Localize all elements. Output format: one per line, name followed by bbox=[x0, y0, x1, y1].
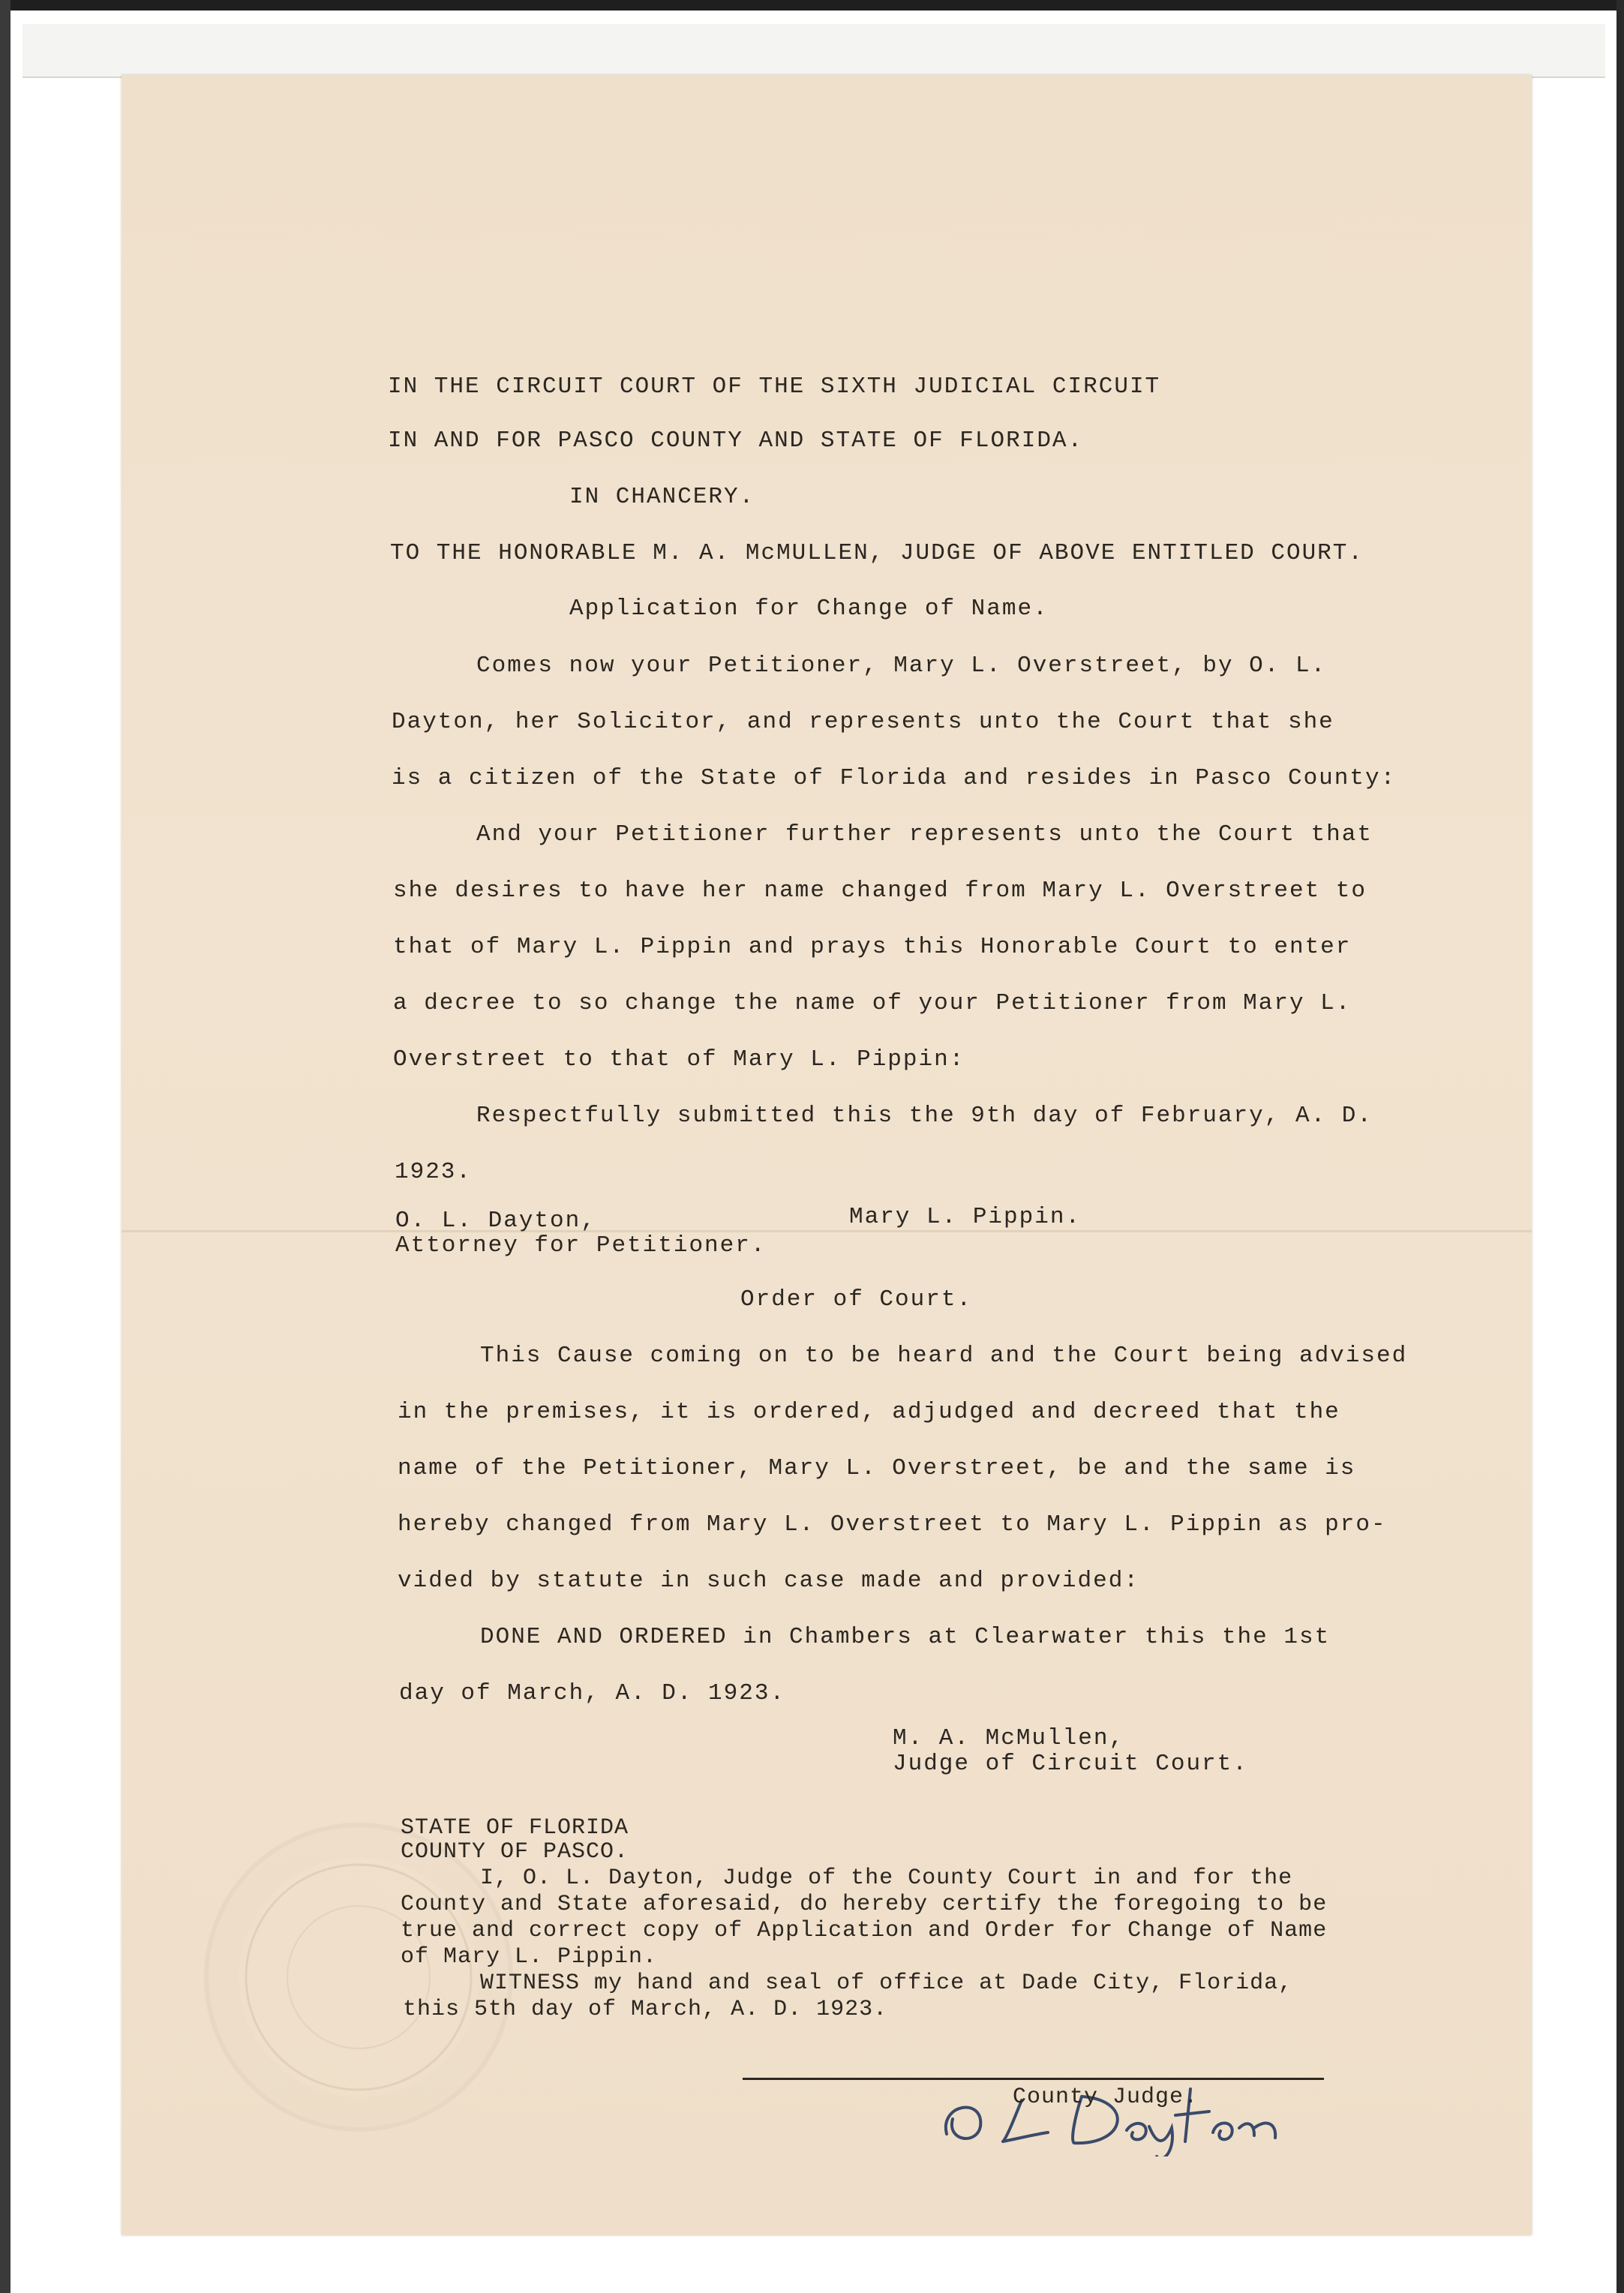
certificate-date: this 5th day of March, A. D. 1923. bbox=[403, 1997, 888, 2022]
scanner-frame-left bbox=[0, 0, 11, 2293]
scanner-strip bbox=[23, 24, 1605, 78]
application-text: she desires to have her name changed from Mary L. Overstreet to bbox=[393, 878, 1367, 904]
court-heading-line1: IN THE CIRCUIT COURT OF THE SIXTH JUDICIAL CIRCUIT bbox=[388, 374, 1161, 400]
seal-ring-icon bbox=[209, 1827, 509, 2127]
application-text: Dayton, her Solicitor, and represents unto the Court that she bbox=[392, 709, 1334, 735]
order-date: day of March, A. D. 1923. bbox=[399, 1680, 786, 1706]
order-text: DONE AND ORDERED in Chambers at Clearwater this the 1st bbox=[480, 1624, 1331, 1650]
certificate-text: I, O. L. Dayton, Judge of the County Court in and for the bbox=[480, 1865, 1293, 1891]
chancery-heading: IN CHANCERY. bbox=[569, 484, 755, 510]
order-text: vided by statute in such case made and provided: bbox=[398, 1568, 1139, 1594]
scanner-frame-top bbox=[0, 0, 1624, 11]
judge-title: Judge of Circuit Court. bbox=[893, 1751, 1248, 1777]
application-text: Overstreet to that of Mary L. Pippin: bbox=[393, 1046, 965, 1073]
attorney-title: Attorney for Petitioner. bbox=[395, 1232, 767, 1259]
certificate-text: of Mary L. Pippin. bbox=[401, 1944, 658, 1970]
order-text: name of the Petitioner, Mary L. Overstreet, be and the same is bbox=[398, 1455, 1356, 1481]
certificate-text: WITNESS my hand and seal of office at Dade City, Florida, bbox=[480, 1970, 1293, 1996]
county-judge-title: County Judge. bbox=[1013, 2084, 1199, 2110]
document-page bbox=[122, 75, 1532, 2235]
embossed-seal bbox=[204, 1823, 513, 2132]
application-text: a decree to so change the name of your Petitioner from Mary L. bbox=[393, 990, 1352, 1016]
paper-fold bbox=[122, 1230, 1532, 1232]
court-heading-line2: IN AND FOR PASCO COUNTY AND STATE OF FLORIDA. bbox=[388, 428, 1084, 454]
order-title: Order of Court. bbox=[740, 1286, 973, 1313]
signature-line bbox=[743, 2078, 1324, 2080]
scanner-frame-right bbox=[1616, 0, 1624, 2293]
application-text: And your Petitioner further represents unto the Court that bbox=[476, 821, 1373, 848]
application-text: Comes now your Petitioner, Mary L. Overstreet, by O. L. bbox=[476, 653, 1327, 679]
attorney-name: O. L. Dayton, bbox=[395, 1208, 596, 1234]
certificate-county: COUNTY OF PASCO. bbox=[401, 1839, 629, 1865]
application-text: Respectfully submitted this the 9th day of February, A. D. bbox=[476, 1103, 1373, 1129]
order-text: This Cause coming on to be heard and the Court being advised bbox=[480, 1343, 1408, 1369]
judge-name: M. A. McMullen, bbox=[893, 1725, 1125, 1751]
application-title: Application for Change of Name. bbox=[569, 596, 1049, 622]
order-text: in the premises, it is ordered, adjudged and decreed that the bbox=[398, 1399, 1340, 1425]
certificate-text: true and correct copy of Application and Order for Change of Name bbox=[401, 1918, 1328, 1943]
order-text: hereby changed from Mary L. Overstreet to Mary L. Pippin as pro- bbox=[398, 1511, 1387, 1538]
application-text: is a citizen of the State of Florida and resides in Pasco County: bbox=[392, 765, 1397, 791]
addressee: TO THE HONORABLE M. A. McMULLEN, JUDGE OF ABOVE ENTITLED COURT. bbox=[390, 540, 1364, 566]
application-text: that of Mary L. Pippin and prays this Honorable Court to enter bbox=[393, 934, 1352, 960]
application-date: 1923. bbox=[395, 1159, 473, 1185]
certificate-text: County and State aforesaid, do hereby certify the foregoing to be bbox=[401, 1892, 1328, 1917]
petitioner-signature: Mary L. Pippin. bbox=[849, 1204, 1082, 1230]
certificate-state: STATE OF FLORIDA bbox=[401, 1815, 629, 1841]
